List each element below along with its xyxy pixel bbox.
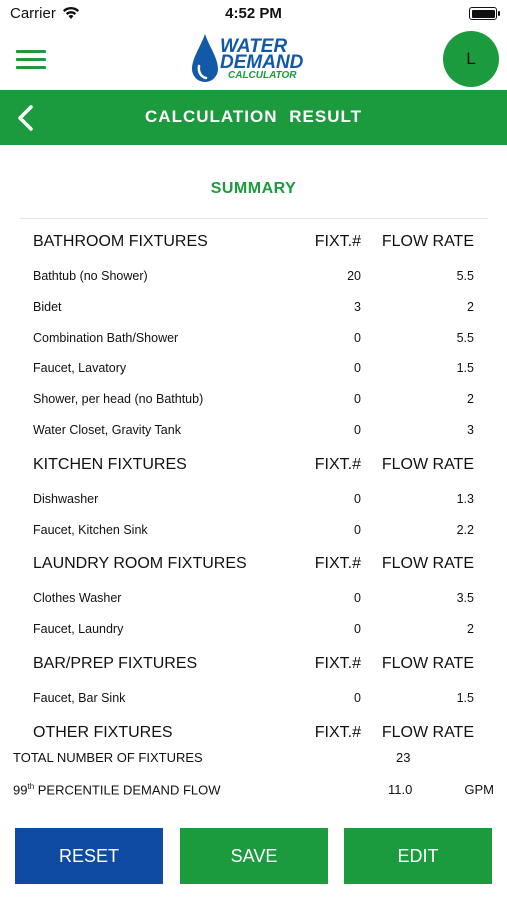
fixture-count: 0	[354, 330, 361, 345]
water-drop-icon	[190, 32, 220, 86]
column-header-fixt: FIXT.#	[314, 555, 361, 573]
fixture-count: 20	[347, 269, 361, 283]
page-title: CALCULATION RESULT	[145, 107, 362, 126]
column-header-fixt: FIXT.#	[314, 455, 361, 473]
fixture-count: 3	[354, 299, 361, 314]
category-name: KITCHEN FIXTURES	[33, 455, 187, 473]
fixture-count: 0	[354, 691, 361, 705]
total-fixtures-value: 23	[396, 750, 411, 765]
percentile-flow-unit: GPM	[464, 782, 494, 797]
column-header-flow-rate: FLOW RATE	[381, 555, 474, 573]
fixture-name: Bidet	[33, 299, 62, 314]
logo-word-calculator: CALCULATOR	[228, 70, 297, 81]
fixture-flow-rate: 1.3	[456, 491, 474, 506]
status-bar	[0, 0, 507, 28]
fixture-flow-rate: 2	[467, 622, 474, 637]
percentile-text: PERCENTILE DEMAND FLOW	[34, 782, 221, 798]
column-header-fixt: FIXT.#	[314, 233, 361, 250]
column-header-flow-rate: FLOW RATE	[381, 655, 474, 672]
fixture-count: 0	[354, 392, 361, 407]
fixture-name: Faucet, Bar Sink	[33, 691, 126, 705]
fixture-count: 0	[354, 522, 361, 537]
fixture-flow-rate: 5.5	[456, 330, 474, 345]
percentile-suffix: th	[27, 782, 35, 791]
fixture-flow-rate: 2	[467, 299, 474, 314]
fixture-flow-rate: 2	[467, 392, 474, 407]
battery-icon	[469, 7, 497, 20]
fixture-flow-rate: 1.5	[456, 361, 474, 376]
fixture-name: Shower, per head (no Bathtub)	[33, 392, 204, 407]
hamburger-menu-icon[interactable]	[16, 50, 46, 70]
column-header-fixt: FIXT.#	[314, 723, 361, 741]
fixture-name: Water Closet, Gravity Tank	[33, 423, 181, 437]
fixture-count: 0	[354, 361, 361, 376]
fixture-flow-rate: 3.5	[456, 591, 474, 606]
fixture-flow-rate: 2.2	[456, 522, 474, 537]
percentile-flow-label	[13, 782, 221, 797]
title-bar	[0, 90, 507, 145]
percentile-number: 99	[13, 782, 28, 798]
carrier-label: Carrier	[10, 5, 56, 22]
fixture-name: Faucet, Kitchen Sink	[33, 522, 148, 537]
column-header-flow-rate: FLOW RATE	[381, 455, 474, 473]
save-button[interactable]: SAVE	[180, 828, 328, 884]
fixture-count: 0	[354, 591, 361, 606]
reset-button[interactable]: RESET	[15, 828, 163, 884]
column-header-flow-rate: FLOW RATE	[381, 723, 474, 741]
total-fixtures-label: TOTAL NUMBER OF FIXTURES	[13, 750, 203, 765]
app-header	[0, 28, 507, 90]
logo-word-demand: DEMAND	[220, 52, 304, 73]
fixture-flow-rate: 3	[467, 423, 474, 437]
fixture-name: Faucet, Lavatory	[33, 361, 127, 376]
app-logo	[190, 30, 320, 88]
summary-heading: SUMMARY	[210, 180, 297, 197]
column-header-fixt: FIXT.#	[314, 655, 361, 672]
edit-button[interactable]: EDIT	[344, 828, 492, 884]
fixture-name: Clothes Washer	[33, 591, 122, 606]
clock: 4:52 PM	[225, 5, 282, 22]
percentile-flow-value: 11.0	[388, 782, 413, 797]
category-name: OTHER FIXTURES	[33, 723, 173, 741]
fixture-name: Dishwasher	[33, 491, 99, 506]
user-avatar[interactable]: L	[443, 31, 499, 87]
divider	[20, 218, 488, 219]
fixture-count: 0	[354, 423, 361, 437]
category-name: LAUNDRY ROOM FIXTURES	[33, 555, 247, 573]
fixture-count: 0	[354, 622, 361, 637]
fixture-name: Bathtub (no Shower)	[33, 269, 148, 283]
logo-word-water: WATER	[220, 36, 288, 57]
fixture-name: Combination Bath/Shower	[33, 330, 179, 345]
column-header-flow-rate: FLOW RATE	[381, 233, 474, 250]
fixture-flow-rate: 5.5	[456, 269, 474, 283]
fixture-count: 0	[354, 491, 361, 506]
fixture-name: Faucet, Laundry	[33, 622, 124, 637]
category-name: BATHROOM FIXTURES	[33, 233, 208, 250]
category-name: BAR/PREP FIXTURES	[33, 655, 198, 672]
fixture-flow-rate: 1.5	[456, 691, 474, 705]
